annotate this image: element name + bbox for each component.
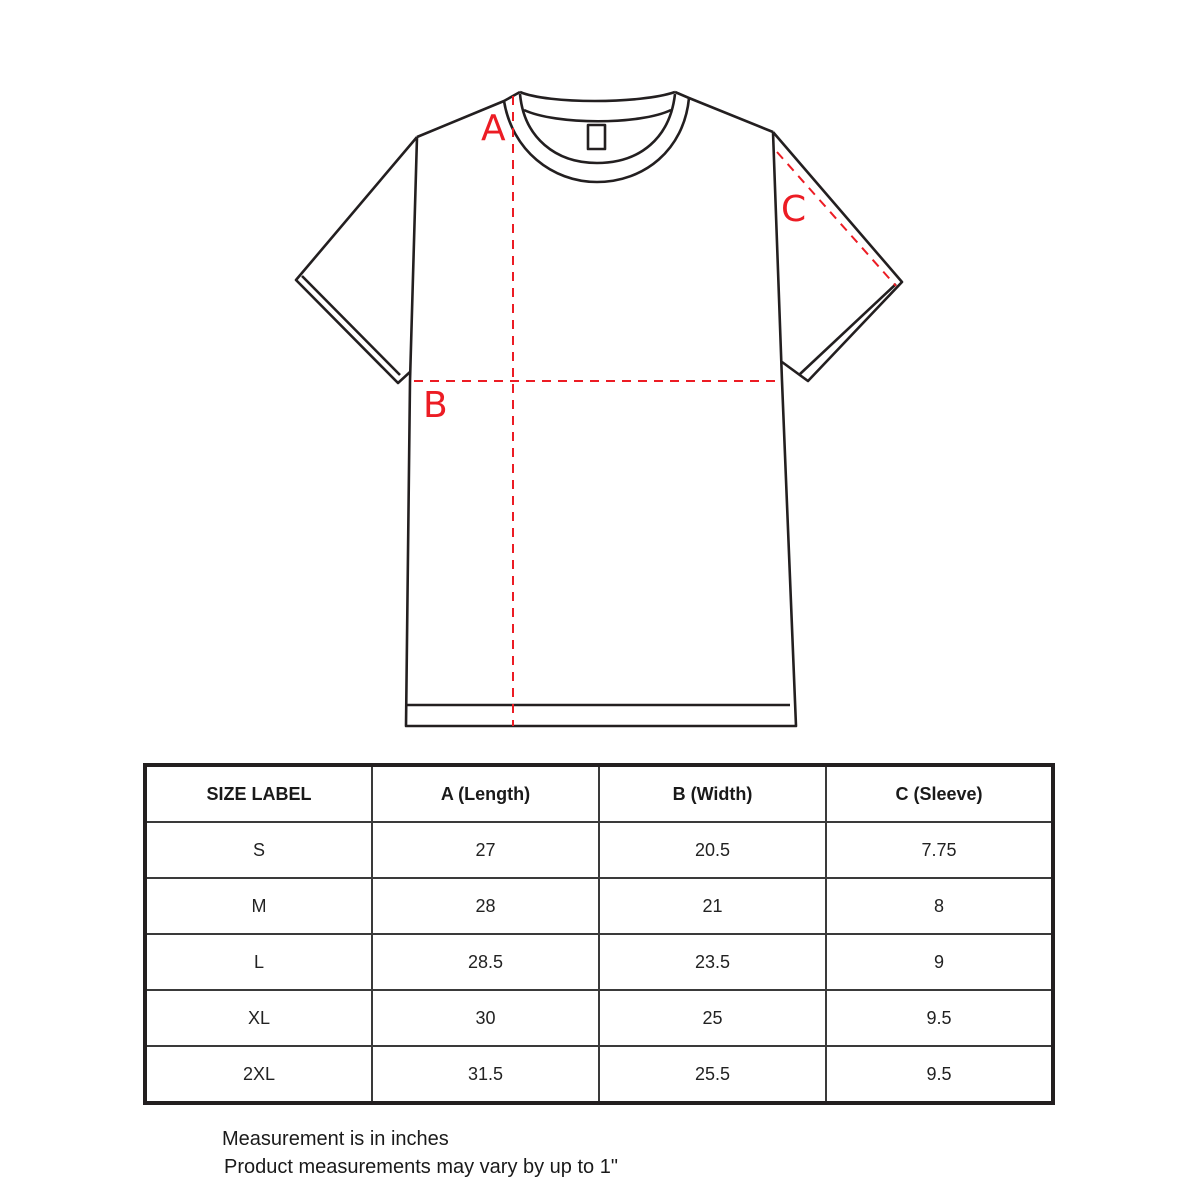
variance-note: Product measurements may vary by up to 1" (224, 1156, 618, 1178)
tshirt-right-shoulder (675, 92, 773, 132)
size-chart-table (143, 763, 1055, 1105)
header-length: A (Length) (372, 765, 599, 822)
cell-width: 25 (599, 990, 826, 1046)
cell-sleeve: 7.75 (826, 822, 1053, 878)
cell-width: 25.5 (599, 1046, 826, 1103)
cell-length: 30 (372, 990, 599, 1046)
cell-length: 28 (372, 878, 599, 934)
cell-length: 31.5 (372, 1046, 599, 1103)
tshirt-collar-inner (520, 94, 675, 163)
tshirt-collar-back (524, 110, 671, 121)
table-row (145, 878, 1053, 934)
tshirt-outline (296, 92, 902, 726)
header-width: B (Width) (599, 765, 826, 822)
cell-sleeve: 9 (826, 934, 1053, 990)
label-b: B (423, 385, 448, 426)
cell-size: 2XL (145, 1046, 372, 1103)
cell-size: S (145, 822, 372, 878)
cell-size: XL (145, 990, 372, 1046)
cell-width: 21 (599, 878, 826, 934)
tshirt-left-cuff (302, 276, 400, 375)
measurement-notes (222, 1125, 618, 1181)
table-row (145, 1046, 1053, 1103)
cell-width: 20.5 (599, 822, 826, 878)
tshirt-collar-band (520, 92, 675, 101)
cell-length: 27 (372, 822, 599, 878)
tshirt-left-sleeve (296, 137, 417, 383)
tshirt-collar-outer (504, 98, 689, 182)
table-header-row (145, 765, 1053, 822)
header-sleeve: C (Sleeve) (826, 765, 1053, 822)
table-row (145, 990, 1053, 1046)
cell-sleeve: 9.5 (826, 1046, 1053, 1103)
cell-sleeve: 9.5 (826, 990, 1053, 1046)
cell-size: M (145, 878, 372, 934)
table-row (145, 822, 1053, 878)
label-c: C (781, 189, 807, 230)
table-row (145, 934, 1053, 990)
label-a: A (481, 108, 506, 149)
cell-length: 28.5 (372, 934, 599, 990)
tshirt-right-cuff (800, 284, 896, 374)
tshirt-body (406, 132, 796, 726)
cell-size: L (145, 934, 372, 990)
unit-note: Measurement is in inches (222, 1128, 449, 1150)
cell-sleeve: 8 (826, 878, 1053, 934)
cell-width: 23.5 (599, 934, 826, 990)
header-size-label: SIZE LABEL (145, 765, 372, 822)
tshirt-tag (588, 125, 605, 149)
